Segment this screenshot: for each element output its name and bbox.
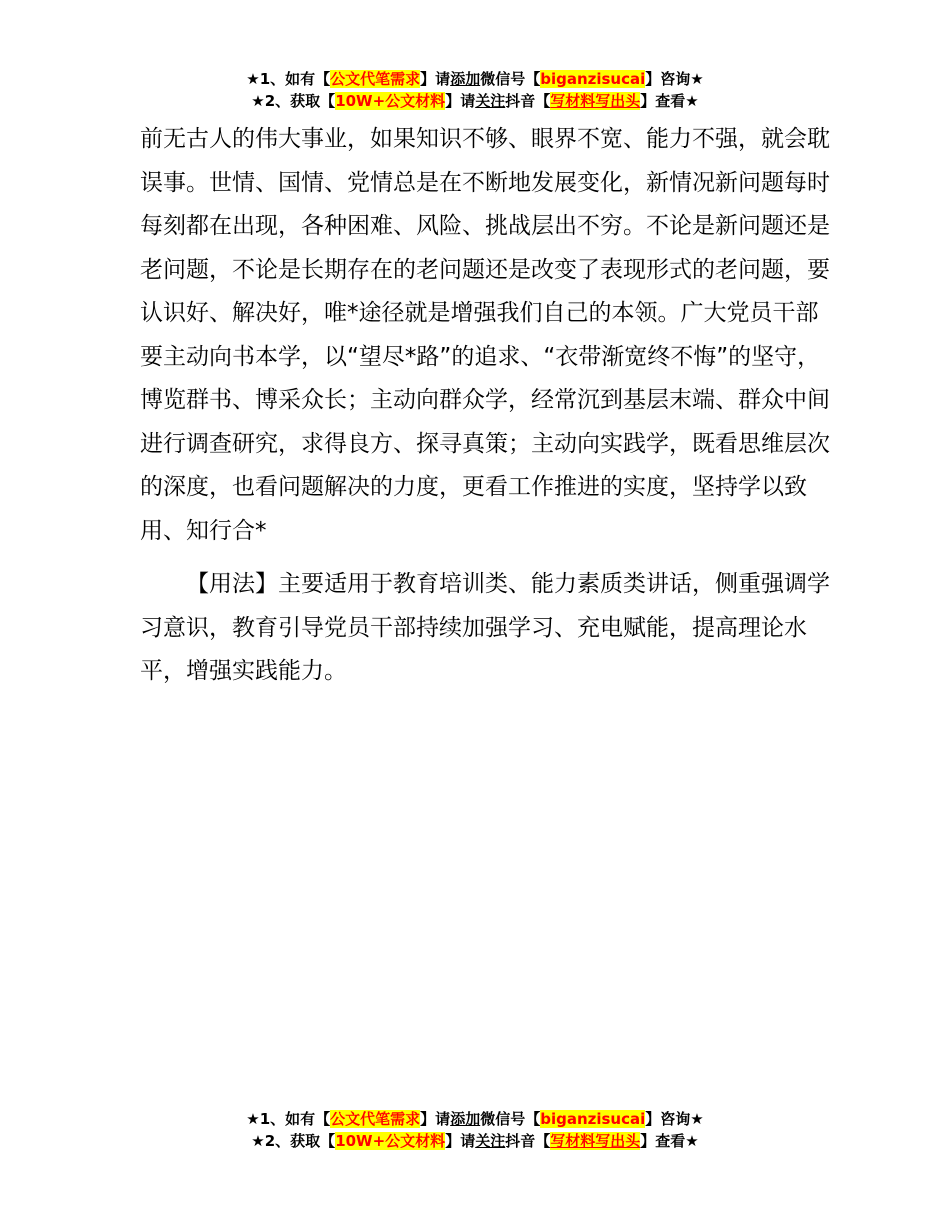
banner-text: 】请 <box>445 1132 476 1150</box>
highlight-text: biganzisucai <box>540 70 646 88</box>
banner-text: 】查看★ <box>640 1132 699 1150</box>
footer-banner <box>0 1108 950 1152</box>
highlight-text: 10W+公文材料 <box>335 92 446 110</box>
highlight-text: 写材料写出头 <box>550 1132 641 1150</box>
highlight-text: 公文代笔需求 <box>330 70 421 88</box>
usage-paragraph: 【用法】主要适用于教育培训类、能力素质类讲话，侧重强调学习意识，教育引导党员干部持续加强学习、充电赋能，提高理论水平，增强实践能力。 <box>140 571 830 684</box>
banner-text: 】请 <box>420 70 451 88</box>
banner-text: 微信号【 <box>480 1110 541 1128</box>
banner-line-2 <box>0 90 950 112</box>
banner-text: 】请 <box>420 1110 451 1128</box>
highlight-text: 10W+公文材料 <box>335 1132 446 1150</box>
emphasis-text: 关注 <box>475 1132 506 1150</box>
banner-text: 抖音【 <box>505 92 551 110</box>
banner-text: ★2、获取【 <box>251 1132 336 1150</box>
banner-text: ★1、如有【 <box>246 70 331 88</box>
banner-line-2 <box>0 1130 950 1152</box>
banner-text: 】查看★ <box>640 92 699 110</box>
header-banner <box>0 68 950 112</box>
emphasis-text: 添加 <box>450 1110 481 1128</box>
highlight-text: biganzisucai <box>540 1110 646 1128</box>
emphasis-text: 添加 <box>450 70 481 88</box>
banner-line-1 <box>0 68 950 90</box>
emphasis-text: 关注 <box>475 92 506 110</box>
banner-text: 微信号【 <box>480 70 541 88</box>
highlight-text: 公文代笔需求 <box>330 1110 421 1128</box>
banner-text: 】咨询★ <box>645 70 704 88</box>
banner-text: 】咨询★ <box>645 1110 704 1128</box>
banner-text: 】请 <box>445 92 476 110</box>
document-body <box>140 118 830 694</box>
body-paragraph: 前无古人的伟大事业，如果知识不够、眼界不宽、能力不强，就会耽误事。世情、国情、党情总是在不断地发展变化，新情况新问题每时每刻都在出现，各种困难、风险、挑战层出不穷。不论是新问题还是老问题，不论是长期存在的老问题还是改变了表现形式的老问题，要认识好、解决好，唯*途径就是增强我们自己的本领。广大党员干部要主动向书本学，以“望尽*路”的追求、“衣带渐宽终不悔”的坚守，博览群书、博采众长；主动向群众学，经常沉到基层末端、群众中间进行调查研究，求得良方、探寻真策；主动向实践学，既看思维层次的深度，也看问题解决的力度，更看工作推进的实度，坚持学以致用、知行合* <box>140 126 830 544</box>
highlight-text: 写材料写出头 <box>550 92 641 110</box>
banner-text: ★2、获取【 <box>251 92 336 110</box>
banner-line-1 <box>0 1108 950 1130</box>
banner-text: 抖音【 <box>505 1132 551 1150</box>
banner-text: ★1、如有【 <box>246 1110 331 1128</box>
